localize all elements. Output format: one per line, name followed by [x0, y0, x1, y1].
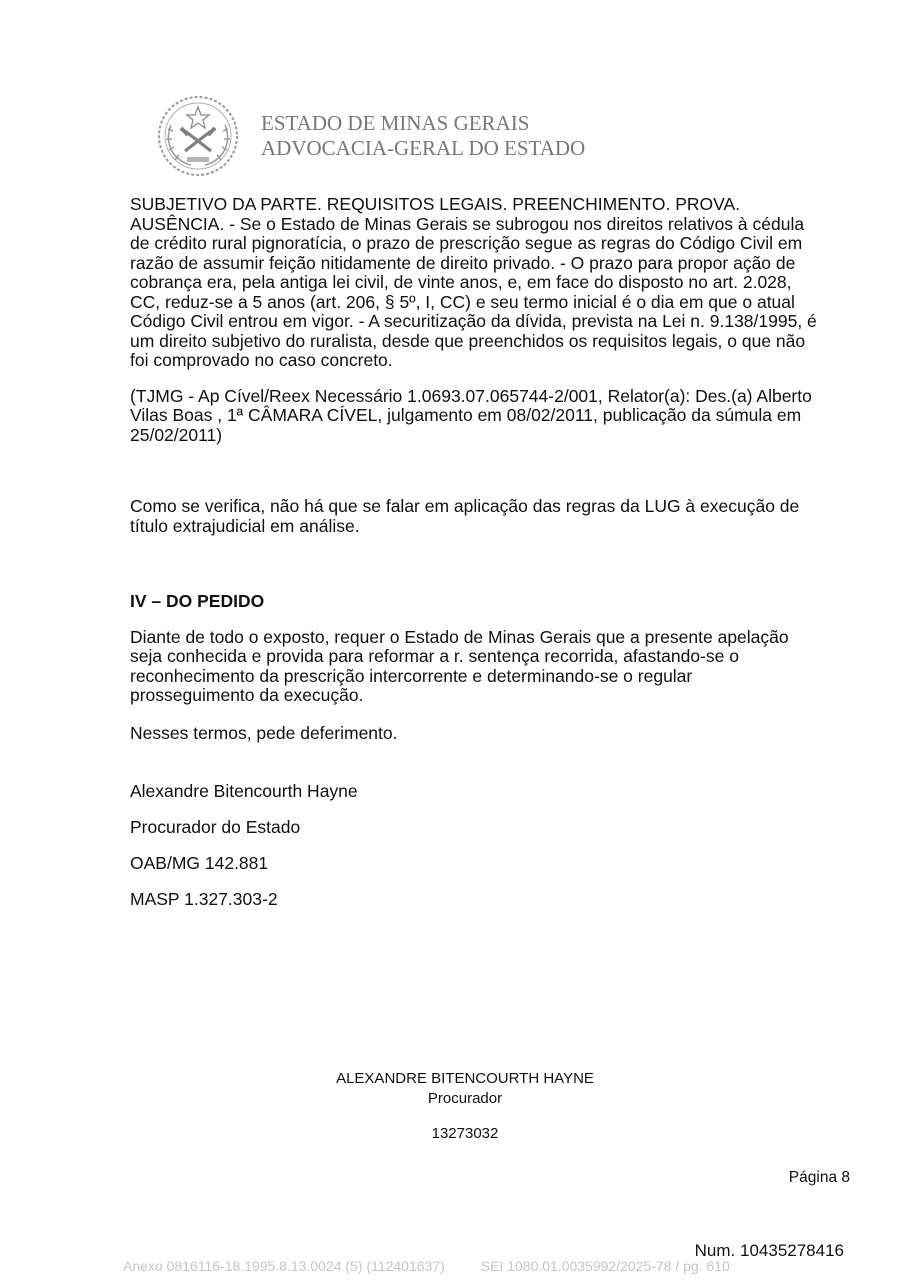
electronic-signature-name: ALEXANDRE BITENCOURTH HAYNE: [336, 1070, 594, 1087]
footer-annex-reference: Anexo 0816116-18.1995.8.13.0024 (5) (112401637): [123, 1258, 445, 1274]
footer-sei-reference: SEI 1080.01.0035992/2025-78 / pg. 610: [480, 1258, 730, 1274]
footer-watermark: [123, 1258, 803, 1274]
header-state-name: ESTADO DE MINAS GERAIS: [261, 111, 530, 135]
ementa-paragraph: SUBJETIVO DA PARTE. REQUISITOS LEGAIS. PREENCHIMENTO. PROVA. AUSÊNCIA. - Se o Estado de Minas Gerais se subrogou nos direitos relativos à cédula de crédito rural pignoratícia, o prazo de prescrição segue as regras do Código Civil em razão de assumir feição nitidamente de direito privado. - O prazo para propor ação de cobrança era, pela antiga lei civil, de vinte anos, e, em face do disposto no art. 2.028, CC, reduz-se a 5 anos (art. 206, § 5º, I, CC) e seu termo inicial é o dia em que o atual Código Civil entrou em vigor. - A securitização da dívida, prevista na Lei n. 9.138/1995, é um direito subjetivo do ruralista, desde que preenchidos os requisitos legais, o que não foi comprovado no caso concreto.: [130, 194, 817, 370]
signer-masp: MASP 1.327.303-2: [130, 889, 278, 909]
header-agency-name: ADVOCACIA-GERAL DO ESTADO: [261, 136, 586, 160]
electronic-signature: [230, 1069, 700, 1109]
state-coat-of-arms-icon: [157, 95, 239, 177]
document-body: [130, 195, 820, 909]
signer-name: Alexandre Bitencourth Hayne: [130, 781, 358, 801]
electronic-signature-role: Procurador: [427, 1090, 503, 1107]
signer-oab: OAB/MG 142.881: [130, 853, 269, 873]
section-title: IV – DO PEDIDO: [130, 591, 265, 611]
conclusion-paragraph: Como se verifica, não há que se falar em aplicação das regras da LUG à execução de título extrajudicial em análise.: [130, 496, 800, 536]
electronic-signature-code: 13273032: [431, 1125, 499, 1142]
document-number: Num. 10435278416: [694, 1241, 844, 1260]
closing-paragraph: Nesses termos, pede deferimento.: [130, 722, 398, 743]
request-paragraph: Diante de todo o exposto, requer o Estado de Minas Gerais que a presente apelação seja conhecida e provida para reformar a r. sentença recorrida, afastando-se o reconhecimento da prescrição intercorrente e determinando-se o regular prosseguimento da execução.: [130, 626, 789, 705]
letterhead: [157, 95, 637, 180]
case-citation: (TJMG - Ap Cível/Reex Necessário 1.0693.07.065744-2/001, Relator(a): Des.(a) Alberto Vilas Boas , 1ª CÂMARA CÍVEL, julgamento em 08/02/2011, publicação da súmula em 25/02/2011): [130, 385, 812, 445]
page-number: Página 8: [788, 1169, 850, 1186]
signer-title: Procurador do Estado: [130, 817, 301, 837]
